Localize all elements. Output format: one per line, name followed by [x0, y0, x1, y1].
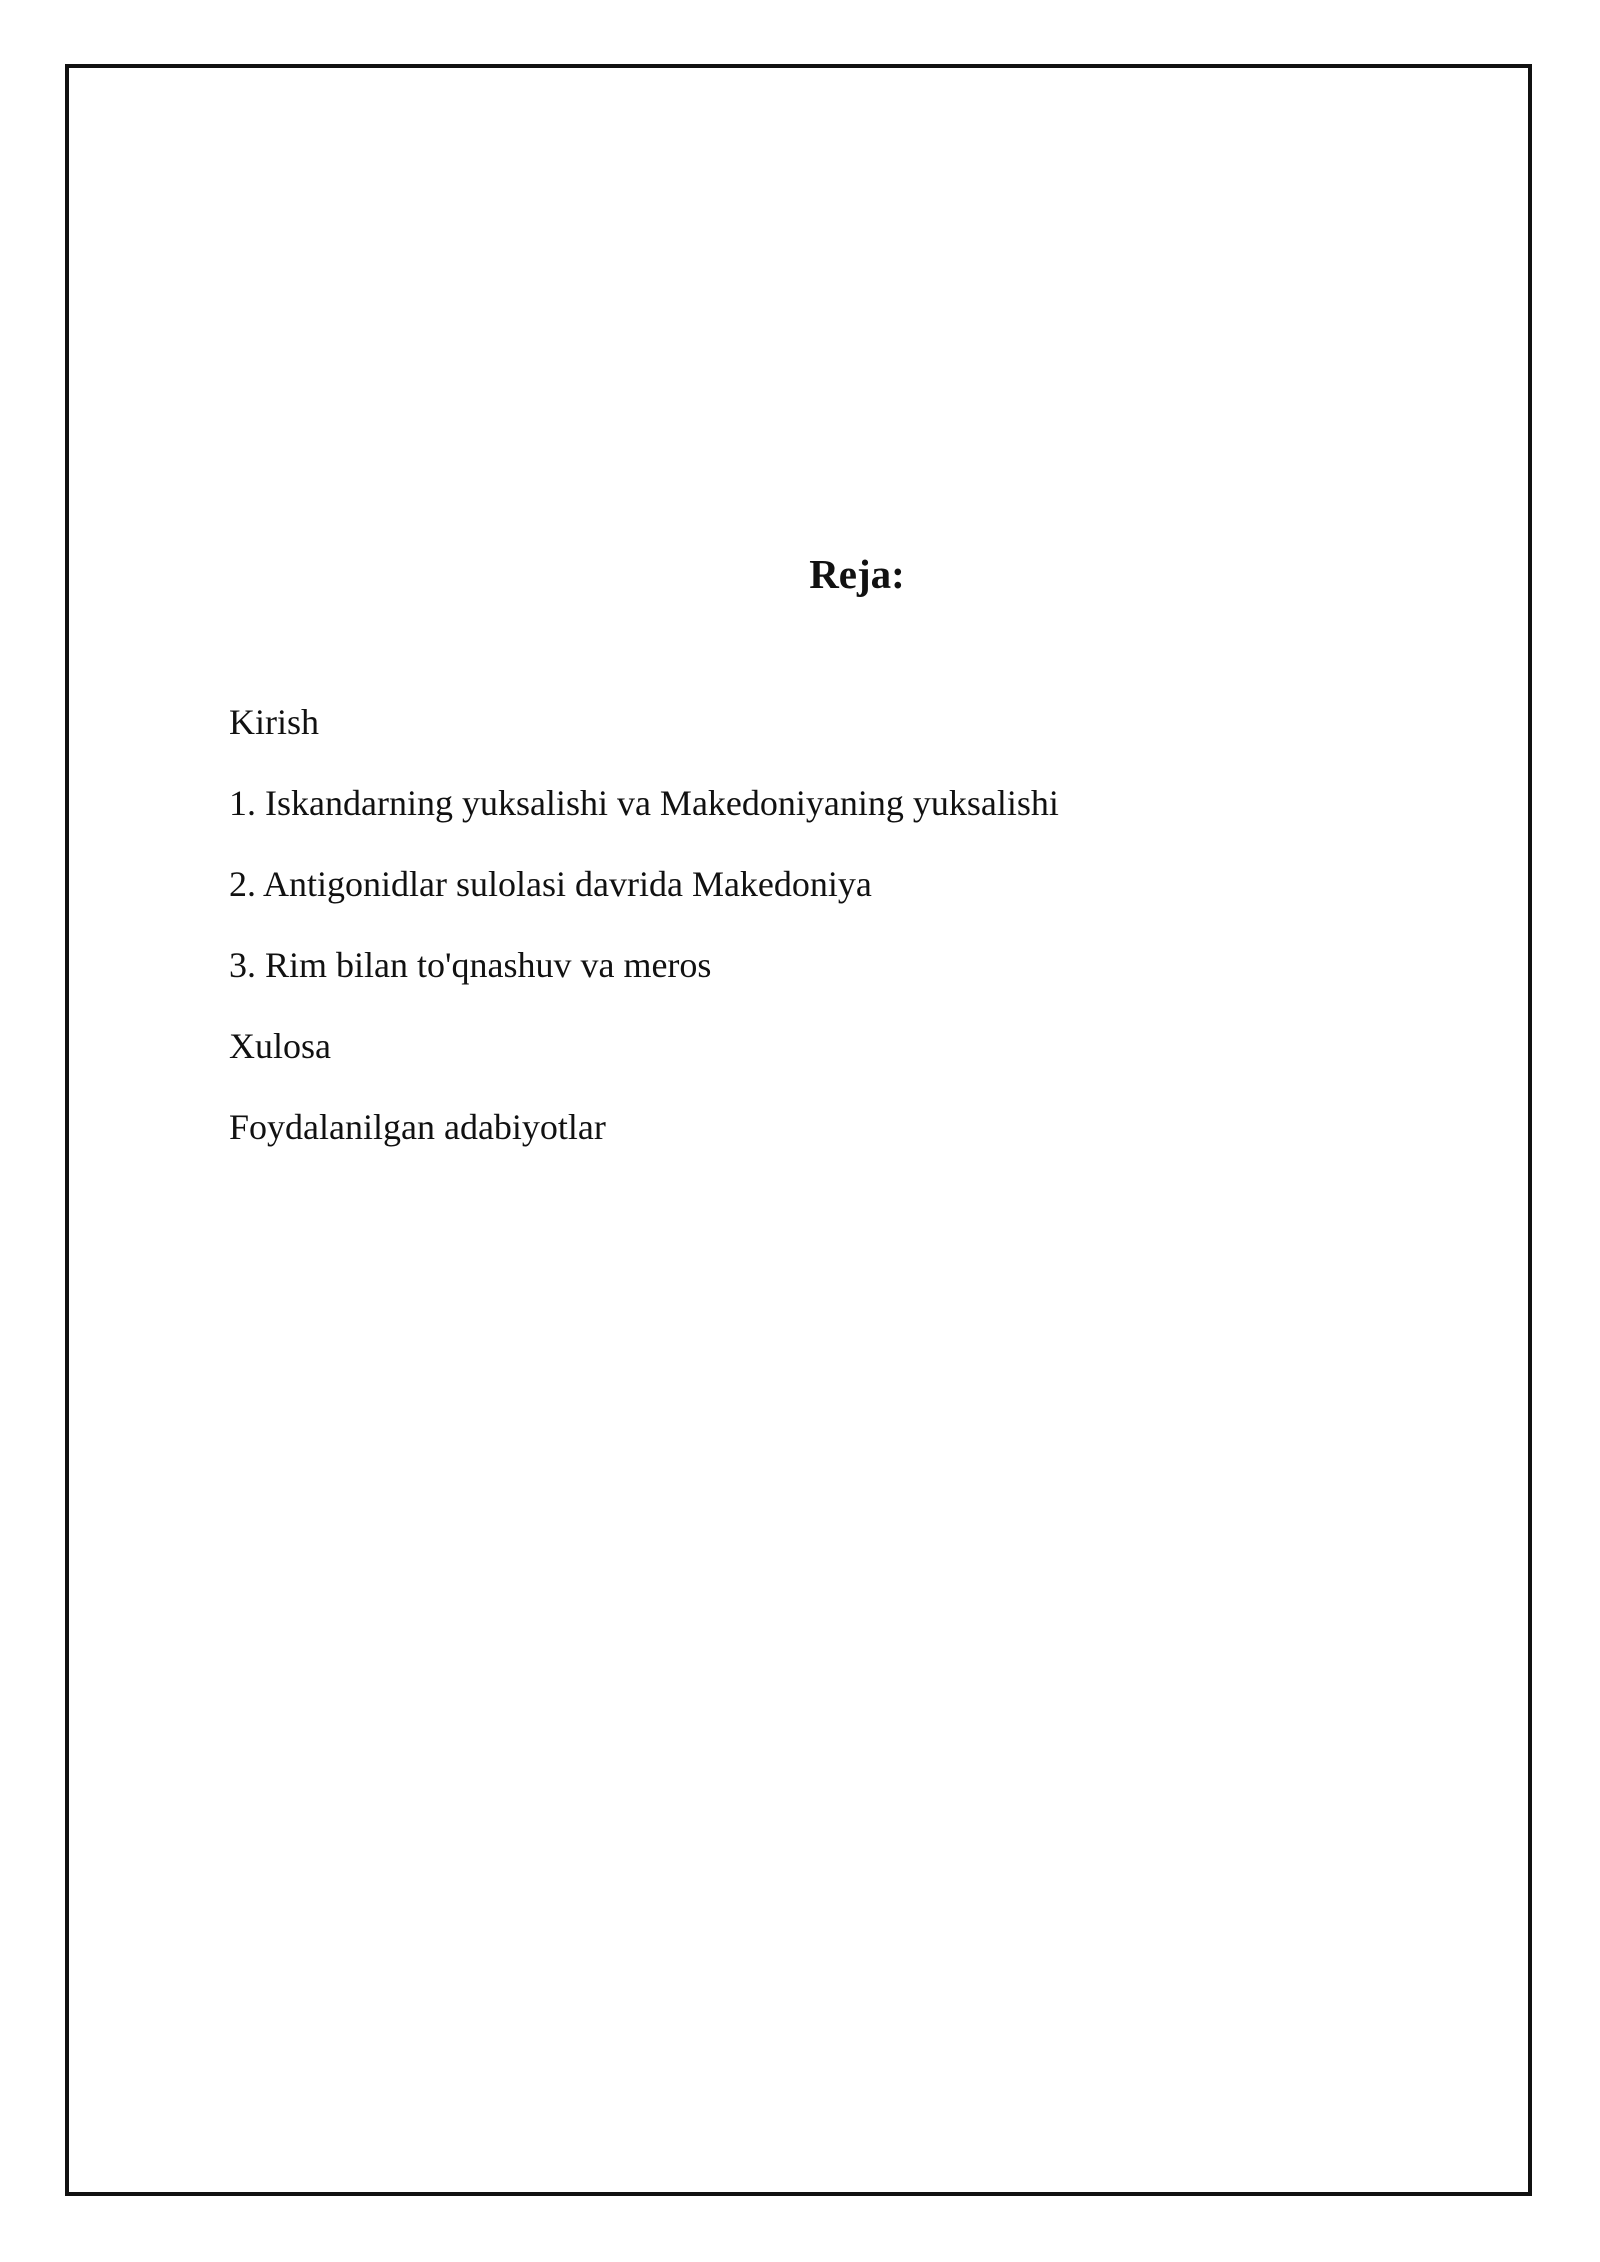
plan-item-chapter-1: 1. Iskandarning yuksalishi va Makedoniyaning yuksalishi	[229, 783, 1059, 823]
plan-list	[229, 697, 1059, 1183]
plan-item-introduction: Kirish	[229, 702, 319, 742]
page-title: Reja:	[809, 551, 905, 597]
plan-item-chapter-2: 2. Antigonidlar sulolasi davrida Makedoniya	[229, 864, 872, 904]
plan-item-chapter-3: 3. Rim bilan to'qnashuv va meros	[229, 945, 712, 985]
plan-item-references: Foydalanilgan adabiyotlar	[229, 1107, 606, 1147]
plan-item-conclusion: Xulosa	[229, 1026, 331, 1066]
